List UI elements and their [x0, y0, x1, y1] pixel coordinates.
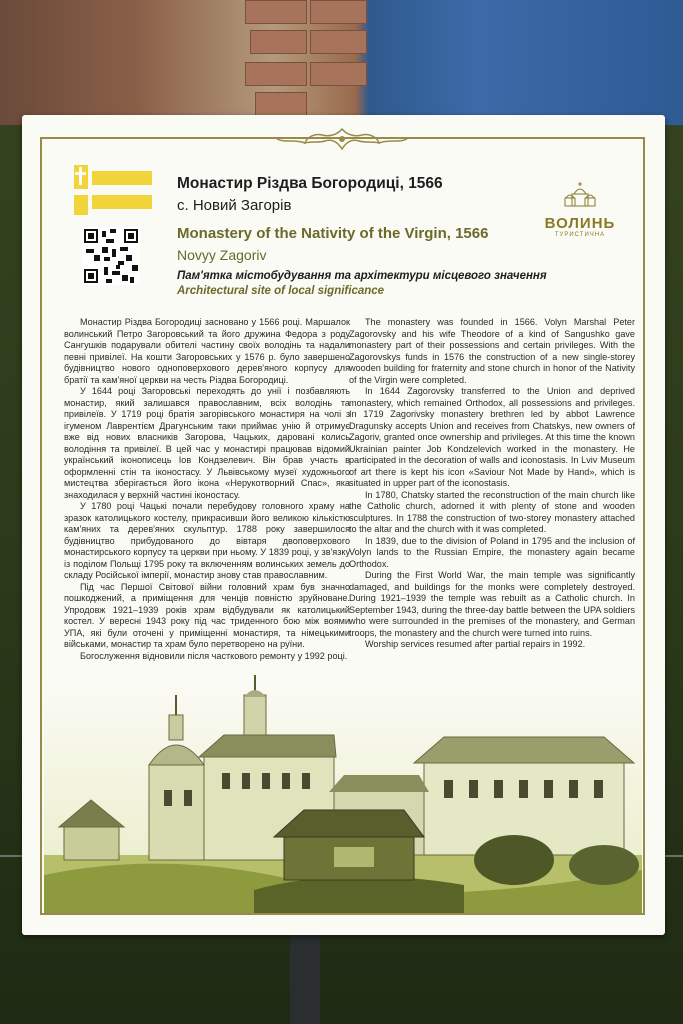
brick: [250, 30, 307, 54]
ornament-icon: [267, 125, 417, 153]
english-text-column: [349, 317, 635, 651]
paragraph: During the First World War, the main temple was significantly damaged, and buildings for the monks were completely destroyed. During 1921–1939 the temple was rebuilt as a Catholic church. In September 1943, during the three-day battle between the UPA soldiers who were surrounded in the premises of the monastery, and German troops, the monastery and the church were turned into ruins.: [349, 570, 635, 638]
paragraph: У 1644 році Загоровські переходять до унії і позбавляють монастир, який залишався православним, всіх володінь та привілеїв. У 1719 році братія загорівського монастиря на чолі з ігуменом Лаврентієм Драгунським таки приймає унію й отримує вже від нових власників Загорова, Чацьких, даровані колись володіння та привілеї. В цей час у монастирі працював відомий український іконописець Іов Кондзелевич. Він брав участь в оформленні стін та іконостасу. У Львівському музеї художнього мистецтва зберігається його ікона «Нерукотворний Спас», яка знаходилася у верхній частині іконостасу.: [64, 386, 350, 500]
logo-subtitle: ТУРИСТИЧНА: [554, 232, 606, 238]
paragraph: У 1780 році Чацькі почали перебудову головного храму на зразок католицького костелу, прикрасивши його великою кількістю кам'яних та дерев'яних скульптур. 1788 року завершилося будівництво прибудованого до вівтаря двоповерхового монастирського корпусу та церкви при ньому. У 1839 році, у зв'язку із поділом Польщі 1795 року та включенням волинських земель до складу Російської імперії, монастир знову став православним.: [64, 501, 350, 580]
brick: [245, 62, 307, 86]
sign-post: [290, 935, 320, 1024]
heritage-status-english: Architectural site of local significance: [177, 285, 385, 297]
church-icon: [560, 180, 600, 208]
brick: [245, 0, 307, 24]
paragraph: Богослуження відновили після часткового ремонту у 1992 році.: [80, 650, 348, 661]
brick: [310, 62, 367, 86]
paragraph: In 1839, due to the division of Poland in 1795 and the inclusion of Volyn lands to the Russian Empire, the monastery again became Orthodox.: [349, 535, 635, 569]
paragraph: Worship services resumed after partial repairs in 1992.: [365, 639, 586, 649]
village-english: Novyy Zagoriv: [177, 247, 267, 263]
brick: [310, 30, 367, 54]
title-ukrainian: Монастир Різдва Богородиці, 1566: [177, 175, 443, 192]
volyn-flag-icon: [74, 165, 154, 221]
paragraph: Під час Першої Світової війни головний храм був значно пошкоджений, а приміщення для ченців повністю зруйноване. Упродовж 1921–1939 років храм відбудували як католицький костел. У вересні 1943 року під час триденного бою між воями УПА, які були оточені у приміщенні монастиря, та німецькими військами, монастир та храм було перетворено на руїни.: [64, 581, 350, 649]
information-sign: [22, 115, 665, 935]
ukrainian-text-column: [64, 317, 350, 662]
paragraph: The monastery was founded in 1566. Volyn Marshal Peter Zagorovsky and his wife Theodore of a kind of Sangushko gave monastery part of their possessions and certain privileges. With the Zagorovskys funds in 1576 the construction of a new single-storey wooden building for fraternity and stone church in honor of the Nativity of the Virgin were completed.: [349, 317, 635, 385]
volyn-tourism-logo: [537, 180, 623, 244]
title-english: Monastery of the Nativity of the Virgin, 1566: [177, 225, 489, 242]
brick: [255, 92, 307, 116]
qr-code-icon: [82, 227, 140, 285]
heritage-status-ukrainian: Пам'ятка містобудування та архітектури місцевого значення: [177, 270, 547, 282]
paragraph: Монастир Різдва Богородиці засновано у 1566 році. Маршалок волинський Петро Загоровський та його дружина Федора з роду Сангушків подарували обителі частину своїх володінь та надали певні привілеї. На кошти Загоровських у 1576 р. було завершено будівництво нового одноповерхового дерев'яного корпусу для братії та кам'яної церкви на честь Різдва Богородиці.: [64, 317, 350, 385]
brick: [310, 0, 367, 24]
paragraph: In 1780, Chatsky started the reconstruction of the main church like the Catholic church, adorned it with plenty of stone and wooden sculptures. In 1788 the construction of two-storey monastery attached to the altar and the church with it was completed.: [349, 489, 635, 534]
logo-name: ВОЛИНЬ: [544, 215, 616, 232]
historic-monastery-photo: [44, 675, 642, 913]
village-ukrainian: с. Новий Загорів: [177, 197, 292, 214]
paragraph: In 1644 Zagorovsky transferred to the Union and deprived monastery, which remained Orthodox, all possessions and privileges. In 1719 Zagorivsky monastery brethren led by abbot Lawrence Dragunsky accepts Union and receives from Chatskys, new owners of Zagoriv, granted once ownership and privileges. At this time the known Ukrainian painter Job Kondzelevich worked in the monastery. He participated in the decoration of walls and iconostasis. In Lviv Museum of art there is kept his icon «Saviour Not Made by Hand», which is situated in upper part of the iconostasis.: [349, 386, 635, 488]
